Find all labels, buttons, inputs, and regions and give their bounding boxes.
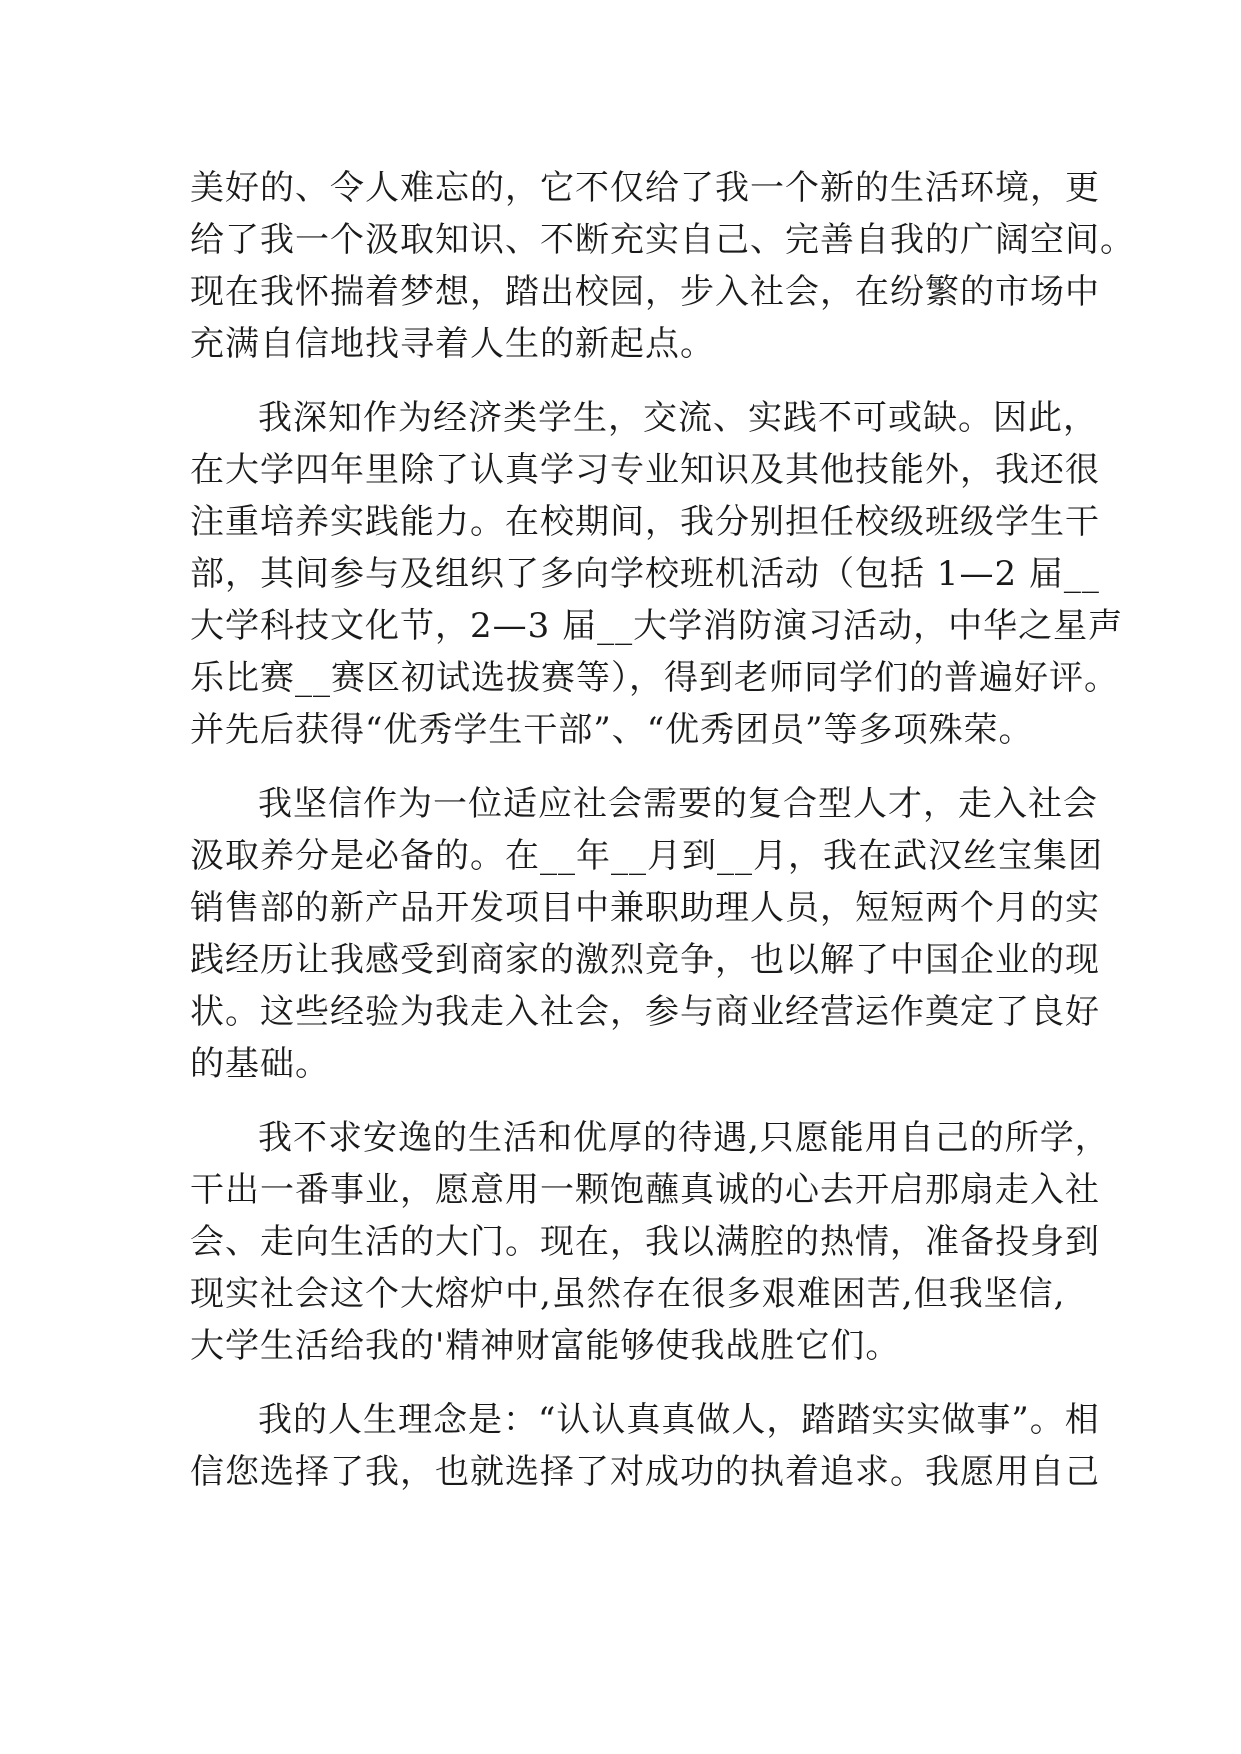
text-line: 大学科技文化节，2—3 届__大学消防演习活动，中华之星声 xyxy=(190,606,1124,646)
text-line: 现在我怀揣着梦想，踏出校园，步入社会，在纷繁的市场中 xyxy=(190,272,1100,312)
text-line: 汲取养分是必备的。在__年__月到__月，我在武汉丝宝集团 xyxy=(190,836,1103,876)
text-line: 现实社会这个大熔炉中,虽然存在很多艰难困苦,但我坚信, xyxy=(190,1274,1066,1314)
text-line: 状。这些经验为我走入社会，参与商业经营运作奠定了良好 xyxy=(190,992,1100,1032)
text-line: 乐比赛__赛区初试选拔赛等），得到老师同学们的普遍好评。 xyxy=(190,658,1119,698)
text-line: 充满自信地找寻着人生的新起点。 xyxy=(190,324,715,364)
text-line: 美好的、令人难忘的，它不仅给了我一个新的生活环境，更 xyxy=(190,168,1100,208)
text-line: 干出一番事业，愿意用一颗饱蘸真诚的心去开启那扇走入社 xyxy=(190,1170,1100,1210)
paragraph-first-line: 我的人生理念是：“认认真真做人，踏踏实实做事”。相 xyxy=(258,1400,1100,1440)
text-line: 在大学四年里除了认真学习专业知识及其他技能外，我还很 xyxy=(190,450,1100,490)
paragraph-first-line: 我不求安逸的生活和优厚的待遇,只愿能用自己的所学， xyxy=(258,1118,1110,1158)
text-line: 信您选择了我，也就选择了对成功的执着追求。我愿用自己 xyxy=(190,1452,1100,1492)
text-line: 会、走向生活的大门。现在，我以满腔的热情，准备投身到 xyxy=(190,1222,1100,1262)
text-line: 践经历让我感受到商家的激烈竞争，也以解了中国企业的现 xyxy=(190,940,1100,980)
paragraph-first-line: 我深知作为经济类学生，交流、实践不可或缺。因此， xyxy=(258,398,1098,438)
paragraph-first-line: 我坚信作为一位适应社会需要的复合型人才，走入社会 xyxy=(258,784,1098,824)
text-line: 注重培养实践能力。在校期间，我分别担任校级班级学生干 xyxy=(190,502,1100,542)
text-line: 给了我一个汲取知识、不断充实自己、完善自我的广阔空间。 xyxy=(190,220,1135,260)
text-line: 并先后获得“优秀学生干部”、“优秀团员”等多项殊荣。 xyxy=(190,710,1034,750)
text-line: 的基础。 xyxy=(190,1044,330,1084)
text-line: 销售部的新产品开发项目中兼职助理人员，短短两个月的实 xyxy=(190,888,1100,928)
text-line: 大学生活给我的'精神财富能够使我战胜它们。 xyxy=(190,1326,901,1366)
text-line: 部，其间参与及组织了多向学校班机活动（包括 1—2 届__ xyxy=(190,554,1100,594)
